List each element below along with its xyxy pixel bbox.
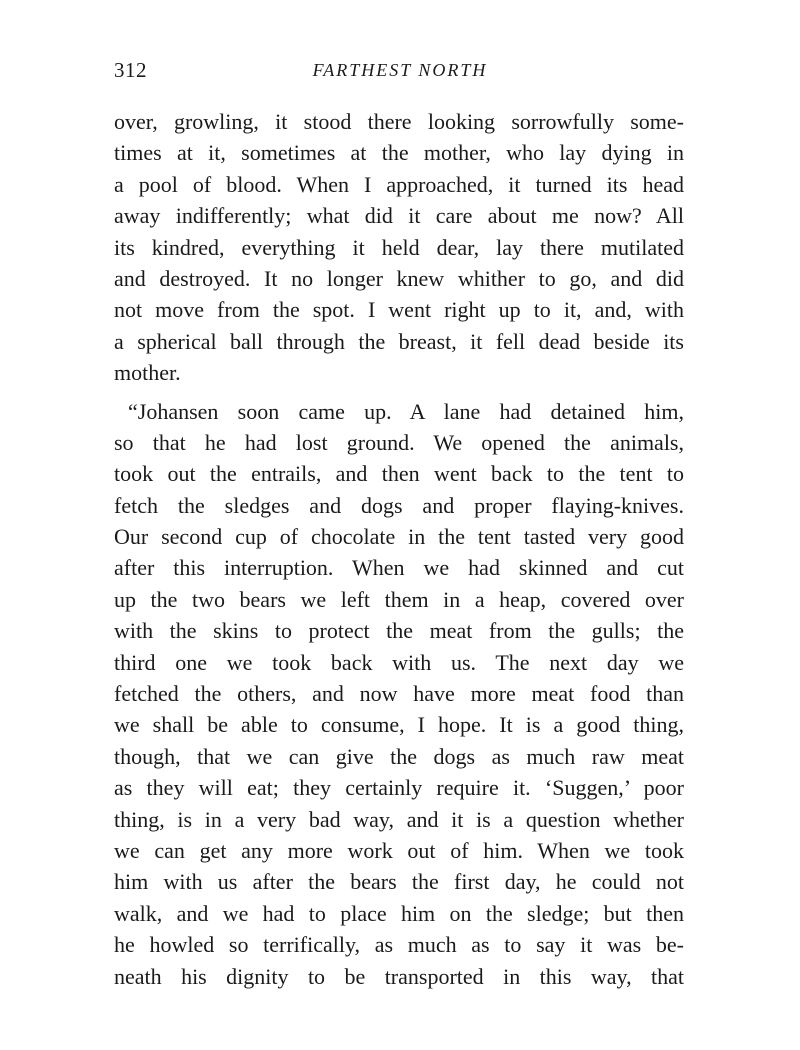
paragraph-2 bbox=[114, 396, 684, 992]
text-line: over, growling, it stood there looking sorrowfully some- bbox=[114, 109, 684, 134]
text-line: we can get any more work out of him. When we took bbox=[114, 837, 684, 863]
text-line: though, that we can give the dogs as much raw meat bbox=[114, 743, 684, 769]
text-line: neath his dignity to be transported in this way, that bbox=[114, 963, 684, 989]
running-head bbox=[114, 58, 686, 88]
text-line: after this interruption. When we had skinned and cut bbox=[114, 555, 684, 581]
text-line: with the skins to protect the meat from the gulls; the bbox=[114, 618, 684, 644]
paragraph-1 bbox=[114, 106, 684, 389]
text-line: Our second cup of chocolate in the tent tasted very good bbox=[114, 524, 684, 550]
text-line: him with us after the bears the first day, he could not bbox=[114, 869, 684, 895]
text-line: walk, and we had to place him on the sledge; but then bbox=[114, 900, 684, 926]
text-line: times at it, sometimes at the mother, who lay dying in bbox=[114, 140, 684, 166]
text-line: we shall be able to consume, I hope. It is a good thing, bbox=[114, 712, 684, 738]
text-line: so that he had lost ground. We opened the animals, bbox=[114, 429, 684, 455]
text-line: and destroyed. It no longer knew whither to go, and did bbox=[114, 265, 684, 291]
text-line: took out the entrails, and then went back to the tent to bbox=[114, 461, 684, 487]
text-line: up the two bears we left them in a heap, covered over bbox=[114, 586, 684, 612]
text-line: away indifferently; what did it care about me now? All bbox=[114, 203, 684, 229]
text-line: a pool of blood. When I approached, it turned its head bbox=[114, 171, 684, 197]
text-line: not move from the spot. I went right up to it, and, with bbox=[114, 297, 684, 323]
text-line: a spherical ball through the breast, it fell dead beside its bbox=[114, 328, 684, 354]
text-line: mother. bbox=[114, 360, 181, 386]
text-line: thing, is in a very bad way, and it is a question whether bbox=[114, 806, 684, 832]
text-line: fetched the others, and now have more meat food than bbox=[114, 681, 684, 707]
page-number: 312 bbox=[114, 58, 147, 82]
text-line: as they will eat; they certainly require it. ‘Suggen,’ poor bbox=[114, 775, 684, 801]
text-line: its kindred, everything it held dear, lay there mutilated bbox=[114, 234, 684, 260]
text-line: fetch the sledges and dogs and proper flaying-knives. bbox=[114, 492, 684, 518]
book-title: FARTHEST NORTH bbox=[312, 60, 488, 80]
text-line: he howled so terrifically, as much as to say it was be- bbox=[114, 932, 684, 958]
text-line: “Johansen soon came up. A lane had detained him, bbox=[128, 398, 684, 424]
paragraph-gap bbox=[114, 389, 684, 396]
body-text bbox=[114, 106, 684, 992]
text-line: third one we took back with us. The next day we bbox=[114, 649, 684, 675]
